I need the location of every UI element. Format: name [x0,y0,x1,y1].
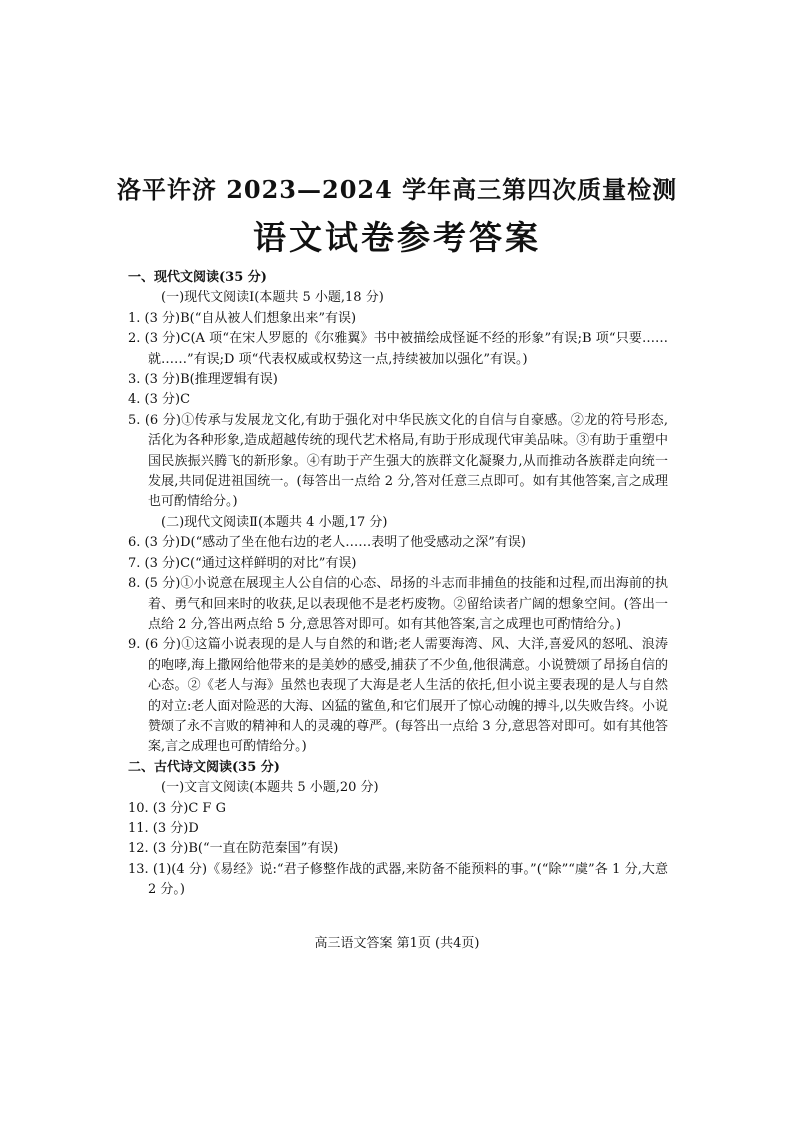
section-heading-classical-reading: 二、古代诗文阅读(35 分) [128,759,280,775]
answer-item-11: 11. (3 分)D [128,820,199,836]
answer-item-8: 8. (5 分)①小说意在展现主人公自信的心态、昂扬的斗志而非捕鱼的技能和过程,而出海前的执着、勇气和回来时的收获,足以表现他不是老朽废物。②留给读者广阔的想象空间。(答出一点给 2 分,答出两点给 5 分,意思答对即可。如有其他答案,言之成理也可酌情给分。) [128,576,668,632]
answer-item-5: 5. (6 分)①传承与发展龙文化,有助于强化对中华民族文化的自信与自豪感。②龙的符号形态,活化为各种形象,造成超越传统的现代艺术格局,有助于形成现代审美品味。③有助于重塑中国民族振兴腾飞的新形象。④有助于产生强大的族群文化凝聚力,从而推动各族群走向统一发展,共同促进祖国统一。(每答出一点给 2 分,答对任意三点即可。如有其他答案,言之成理也可酌情给分。) [128,412,668,510]
section-heading-modern-reading: 一、现代文阅读(35 分) [128,270,267,285]
answer-content [128,268,668,901]
answer-item-6: 6. (3 分)D(“感动了坐在他右边的老人……表明了他受感动之深”有误) [128,535,526,551]
answer-item-1: 1. (3 分)B(“自从被人们想象出来”有误) [128,310,357,326]
answer-item-2: 2. (3 分)C(A 项“在宋人罗愿的《尔雅翼》书中被描绘成怪诞不经的形象”有误;B 项“只要……就……”有误;D 项“代表权威或权势这一点,持续被加以强化”有误。) [128,331,668,367]
subsection-heading-reading-2: (二)现代文阅读Ⅱ(本题共 4 小题,17 分) [161,514,388,530]
subsection-heading-reading-1: (一)现代文阅读Ⅰ(本题共 5 小题,18 分) [161,290,384,306]
exam-title: 洛平许济 2023—2024 学年高三第四次质量检测 [116,175,678,204]
document-title: 语文试卷参考答案 [253,218,541,257]
answer-item-12: 12. (3 分)B(“一直在防范秦国”有误) [128,841,339,857]
subsection-heading-classical-prose: (一)文言文阅读(本题共 5 小题,20 分) [161,780,379,796]
answer-item-10: 10. (3 分)C F G [128,800,226,816]
page-footer: 高三语文答案 第1页 (共4页) [314,936,480,951]
answer-item-7: 7. (3 分)C(“通过这样鲜明的对比”有误) [128,555,357,571]
answer-item-9: 9. (6 分)①这篇小说表现的是人与自然的和谐;老人需要海湾、风、大洋,喜爱风的怒吼、浪涛的咆哮,海上撒网给他带来的是美妙的感受,捕获了不少鱼,他很满意。小说赞颂了昂扬自信的心态。②《老人与海》虽然也表现了大海是老人生活的依托,但小说主要表现的是人与自然的对立:老人面对险恶的大海、凶猛的鲨鱼,和它们展开了惊心动魄的搏斗,以失败告终。小说赞颂了永不言败的精神和人的灵魂的尊严。(每答出一点给 3 分,意思答对即可。如有其他答案,言之成理也可酌情给分。) [128,637,668,755]
answer-item-3: 3. (3 分)B(推理逻辑有误) [128,372,278,388]
answer-item-13: 13. (1)(4 分)《易经》说:“君子修整作战的武器,来防备不能预料的事。”(“除”“虞”各 1 分,大意 2 分。) [128,861,668,898]
answer-item-4: 4. (3 分)C [128,392,191,408]
